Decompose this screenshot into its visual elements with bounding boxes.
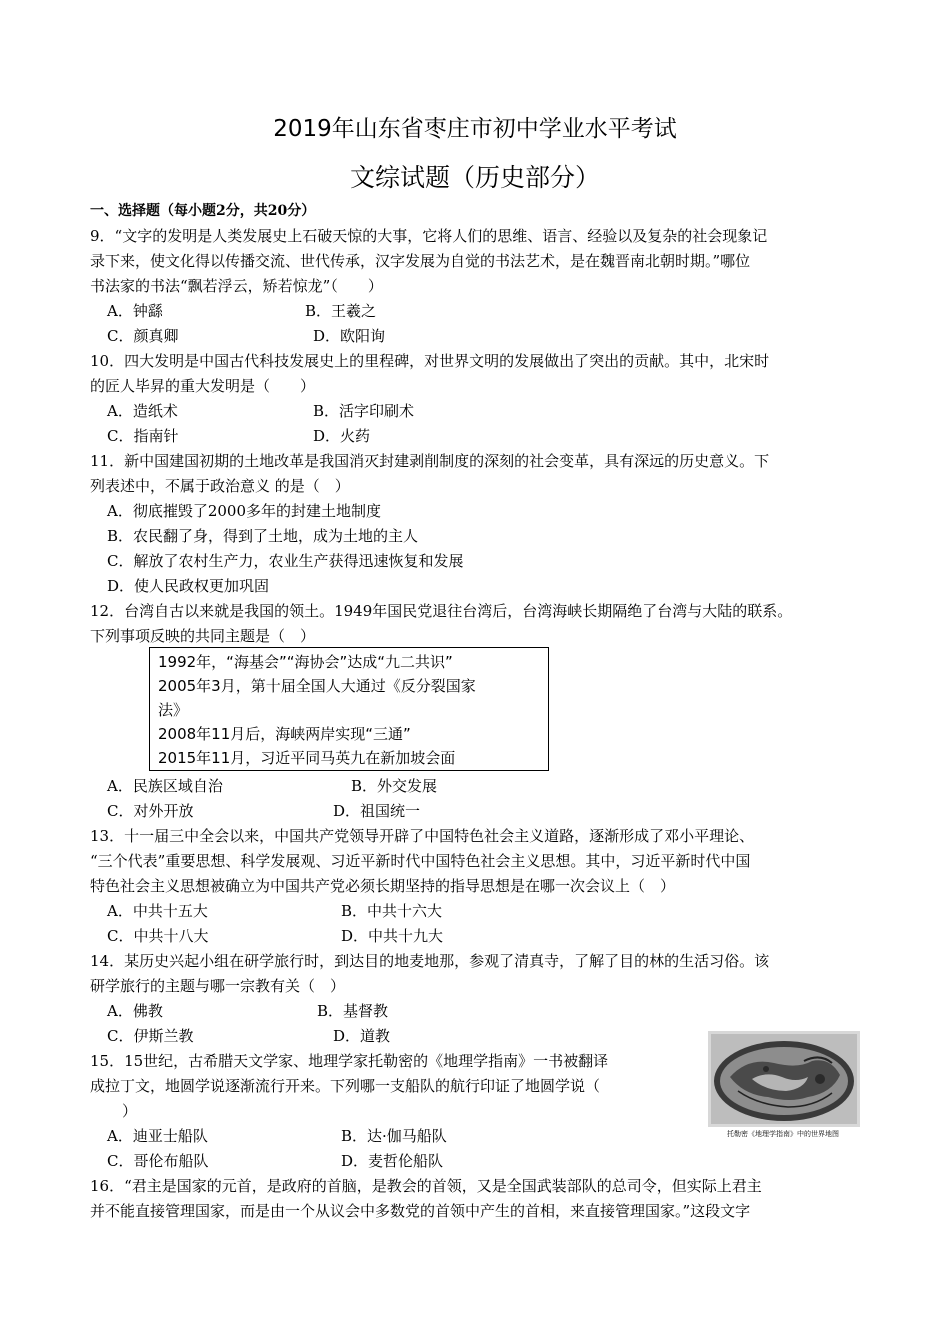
world-map-figure	[708, 1031, 860, 1143]
option-d: D．使人民政权更加巩固	[107, 577, 270, 595]
option-d: D．欧阳询	[313, 327, 386, 345]
option-d: D．火药	[313, 427, 371, 445]
question-line: 书法家的书法“飘若浮云，矫若惊龙”（ ）	[90, 277, 383, 295]
option-c: C．对外开放	[107, 802, 194, 820]
box-line: 2005年3月，第十届全国人大通过《反分裂国家	[158, 677, 476, 695]
option-b: B．外交发展	[351, 777, 438, 795]
section-heading: 一、选择题（每小题2分，共20分）	[90, 203, 316, 219]
option-d: D．中共十九大	[341, 927, 444, 945]
box-line: 法》	[158, 701, 189, 719]
question-line: 9．“文字的发明是人类发展史上石破天惊的大事，它将人们的思维、语言、经验以及复杂的社会现象记	[90, 227, 768, 245]
question-line: 16．“君主是国家的元首，是政府的首脑，是教会的首领，又是全国武装部队的总司令，但实际上君主	[90, 1177, 762, 1195]
option-d: D．麦哲伦船队	[341, 1152, 444, 1170]
question-line: 成拉丁文，地圆学说逐渐流行开来。下列哪一支船队的航行印证了地圆学说（	[90, 1077, 601, 1095]
question-line: 12．台湾自古以来就是我国的领土。1949年国民党退往台湾后，台湾海峡长期隔绝了台湾与大陆的联系。	[90, 602, 793, 620]
option-a: A．中共十五大	[107, 902, 208, 920]
option-b: B．活字印刷术	[313, 402, 415, 420]
option-b: B．农民翻了身，得到了土地，成为土地的主人	[107, 527, 419, 545]
option-c: C．伊斯兰教	[107, 1027, 194, 1045]
question-line: 录下来，使文化得以传播交流、世代传承，汉字发展为自觉的书法艺术，是在魏晋南北朝时期。”哪位	[90, 252, 751, 270]
option-a: A．迪亚士船队	[107, 1127, 208, 1145]
question-line: 15．15世纪，古希腊天文学家、地理学家托勒密的《地理学指南》一书被翻译	[90, 1052, 609, 1070]
option-c: C．中共十八大	[107, 927, 209, 945]
option-b: B．王羲之	[305, 302, 377, 320]
exam-title: 2019年山东省枣庄市初中学业水平考试	[273, 116, 677, 142]
option-c: C．解放了农村生产力，农业生产获得迅速恢复和发展	[107, 552, 464, 570]
option-b: B．达·伽马船队	[341, 1127, 447, 1145]
option-b: B．中共十六大	[341, 902, 443, 920]
question-line: 11．新中国建国初期的土地改革是我国消灭封建剥削制度的深刻的社会变革，具有深远的历史意义。下	[90, 452, 770, 470]
option-a: A．钟繇	[107, 302, 163, 320]
question-line: 14．某历史兴起小组在研学旅行时，到达目的地麦地那，参观了清真寺，了解了目的林的生活习俗。该	[90, 952, 770, 970]
question-line: 特色社会主义思想被确立为中国共产党必须长期坚持的指导思想是在哪一次会议上（ ）	[90, 877, 676, 895]
question-line: 研学旅行的主题与哪一宗教有关（ ）	[90, 977, 346, 995]
events-box	[149, 647, 549, 771]
option-d: D．祖国统一	[333, 802, 421, 820]
exam-subtitle: 文综试题（历史部分）	[349, 163, 600, 192]
option-b: B．基督教	[317, 1002, 389, 1020]
box-line: 1992年，“海基会”“海协会”达成“九二共识”	[158, 653, 453, 671]
option-c: C．指南针	[107, 427, 179, 445]
figure-caption: 托勒密《地理学指南》中的世界地图	[727, 1130, 839, 1138]
question-line: “三个代表”重要思想、科学发展观、习近平新时代中国特色社会主义思想。其中，习近平新时代中国	[90, 852, 751, 870]
option-c: C．颜真卿	[107, 327, 179, 345]
question-line: 10．四大发明是中国古代科技发展史上的里程碑，对世界文明的发展做出了突出的贡献。其中，北宋时	[90, 352, 770, 370]
question-line: 13．十一届三中全会以来，中国共产党领导开辟了中国特色社会主义道路，逐渐形成了邓小平理论、	[90, 827, 755, 845]
option-d: D．道教	[333, 1027, 391, 1045]
option-a: A．民族区域自治	[107, 777, 223, 795]
box-line: 2015年11月，习近平同马英九在新加坡会面	[158, 749, 456, 767]
question-line: 列表述中，不属于政治意义 的是（ ）	[90, 477, 350, 495]
option-a: A．造纸术	[107, 402, 178, 420]
option-a: A．佛教	[107, 1002, 163, 1020]
option-c: C．哥伦布船队	[107, 1152, 209, 1170]
world-map-image	[708, 1031, 860, 1127]
question-line: 并不能直接管理国家，而是由一个从议会中多数党的首领中产生的首相，来直接管理国家。”这段文字	[90, 1202, 751, 1220]
question-line: 下列事项反映的共同主题是（ ）	[90, 627, 316, 645]
question-line: 的匠人毕昇的重大发明是（ ）	[90, 377, 316, 395]
option-a: A．彻底摧毁了2000多年的封建土地制度	[107, 502, 382, 520]
question-line: ）	[122, 1102, 138, 1120]
box-line: 2008年11月后，海峡两岸实现“三通”	[158, 725, 411, 743]
